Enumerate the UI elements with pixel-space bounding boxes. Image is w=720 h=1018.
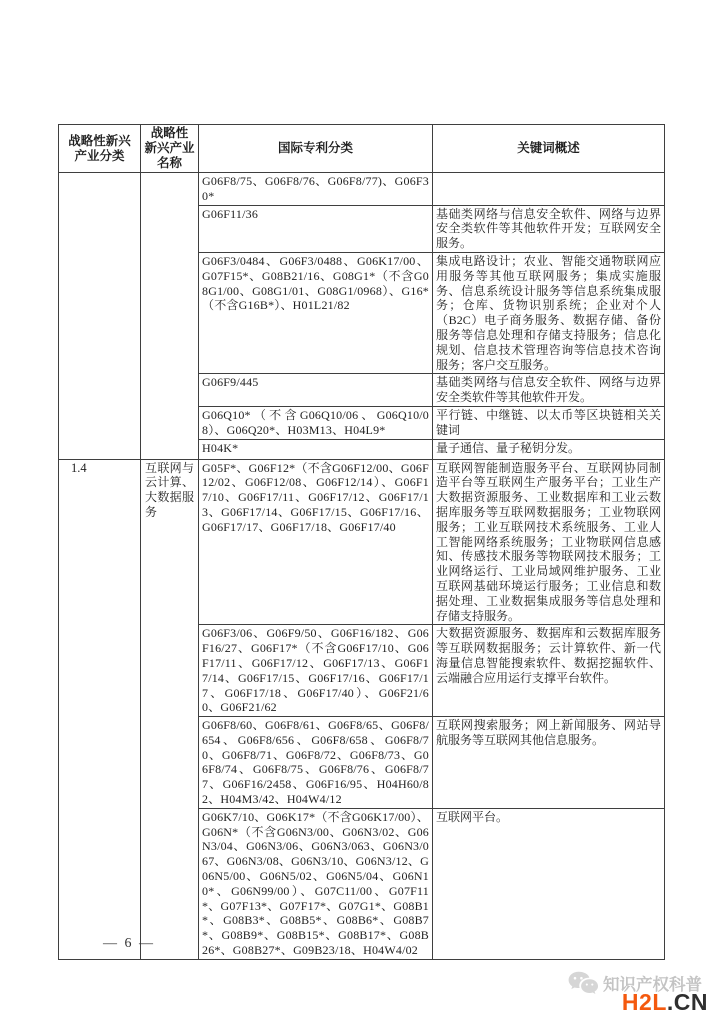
watermark-brand [622,989,708,1016]
ipc-cell: G06K7/10、G06K17*（不含G06K17/00）、G06N*（不含G06N3/00、G06N3/02、G06N3/04、G06N3/06、G06N3/063、G06N3/067、G06N3/08、G06N3/10、G06N3/12、G06N5/00、G06N5/02、G06N5/04、G06N10*、G06N99/00）、G07C11/00、G07F11*、G07F13*、G07F17*、G07G1*、G08B1*、G08B3*、G08B5*、G08B6*、G08B7*、G08B9*、G08B15*、G08B17*、G08B26*、G08B27*、G09B23/18、H04W4/02 [199,808,433,959]
header-industry-name: 战略性 新兴产业 名称 [141,125,199,173]
industry-name-cell: 互联网与云计算、大数据服务 [141,459,199,959]
ipc-cell: G06Q10*（不含G06Q10/06、G06Q10/08）、G06Q20*、H03M13、H04L9* [199,406,433,439]
keyword-cell: 大数据资源服务、数据库和云数据库服务等互联网数据服务；云计算软件、新一代海量信息智能搜索软件、数据挖掘软件、云端融合应用运行支撑平台软件。 [433,625,665,717]
ipc-cell: G05F*、G06F12*（不含G06F12/00、G06F12/02、G06F12/08、G06F12/14）、G06F17/10、G06F17/11、G06F17/12、G06F17/13、G06F17/14、G06F17/15、G06F17/16、G06F17/17、G06F17/18、G06F17/40 [199,459,433,625]
industry-code-cell: 1.4 [59,459,141,959]
industry-code-cell [59,173,141,460]
keyword-cell: 基础类网络与信息安全软件、网络与边界安全类软件等其他软件开发。 [433,374,665,407]
table-row [59,459,665,625]
patent-classification-table [58,124,665,960]
keyword-cell: 互联网搜索服务；网上新闻服务、网站导航服务等互联网其他信息服务。 [433,717,665,809]
table-header-row [59,125,665,173]
industry-name-cell [141,173,199,460]
ipc-cell: G06F11/36 [199,205,433,252]
keyword-cell: 基础类网络与信息安全软件、网络与边界安全类软件等其他软件开发；互联网安全服务。 [433,205,665,252]
ipc-cell: G06F8/60、G06F8/61、G06F8/65、G06F8/654、G06F8/656、G06F8/658、G06F8/70、G06F8/71、G06F8/72、G06F8/73、G06F8/74、G06F8/75、G06F8/76、G06F8/77、G06F16/2458、G06F16/95、H04H60/82、H04M3/42、H04W4/12 [199,717,433,809]
header-ipc: 国际专利分类 [199,125,433,173]
header-industry-classification: 战略性新兴 产业分类 [59,125,141,173]
keyword-cell: 集成电路设计；农业、智能交通物联网应用服务等其他互联网服务；集成实施服务、信息系统设计服务等信息系统集成服务；仓库、货物识别系统；企业对个人（B2C）电子商务服务、数据存储、备份服务等信息处理和存储支持服务；信息化规划、信息技术管理咨询等信息技术咨询服务；客户交互服务。 [433,252,665,373]
keyword-cell: 互联网平台。 [433,808,665,959]
ipc-cell: G06F9/445 [199,374,433,407]
ipc-cell: G06F3/0484、G06F3/0488、G06K17/00、G07F15*、G08B21/16、G08G1*（不含G08G1/00、G08G1/01、G08G1/0968）、G16*（不含G16B*）、H01L21/82 [199,252,433,373]
keyword-cell: 互联网智能制造服务平台、互联网协同制造平台等互联网生产服务平台；工业生产大数据资源服务、工业数据库和工业云数据库服务等互联网数据服务；工业物联网服务；工业互联网技术系统服务、工业人工智能网络系统服务；工业物联网信息感知、传感技术服务等物联网技术服务；工业网络运行、工业局域网维护服务、工业互联网基础环境运行服务；工业信息和数据处理、工业数据集成服务等信息处理和存储支持服务。 [433,459,665,625]
watermark [539,970,714,1018]
ipc-cell: H04K* [199,439,433,459]
header-keywords: 关键词概述 [433,125,665,173]
keyword-cell [433,173,665,206]
watermark-account-label: 知识产权科普 [603,976,702,994]
watermark-brand-orange: H2L [621,989,667,1015]
page-number: — 6 — [103,936,155,951]
wechat-icon [567,970,599,996]
ipc-cell: G06F3/06、G06F9/50、G06F16/182、G06F16/27、G06F17*（不含G06F17/10、G06F17/11、G06F17/12、G06F17/13、G06F17/14、G06F17/15、G06F17/16、G06F17/17、G06F17/18、G06F17/40）、G06F21/60、G06F21/62 [199,625,433,717]
table-row [59,173,665,206]
ipc-cell: G06F8/75、G06F8/76、G06F8/77)、G06F30* [199,173,433,206]
watermark-brand-dark: .CN [666,989,708,1015]
keyword-cell: 量子通信、量子秘钥分发。 [433,439,665,459]
keyword-cell: 平行链、中继链、以太币等区块链相关关键词 [433,406,665,439]
